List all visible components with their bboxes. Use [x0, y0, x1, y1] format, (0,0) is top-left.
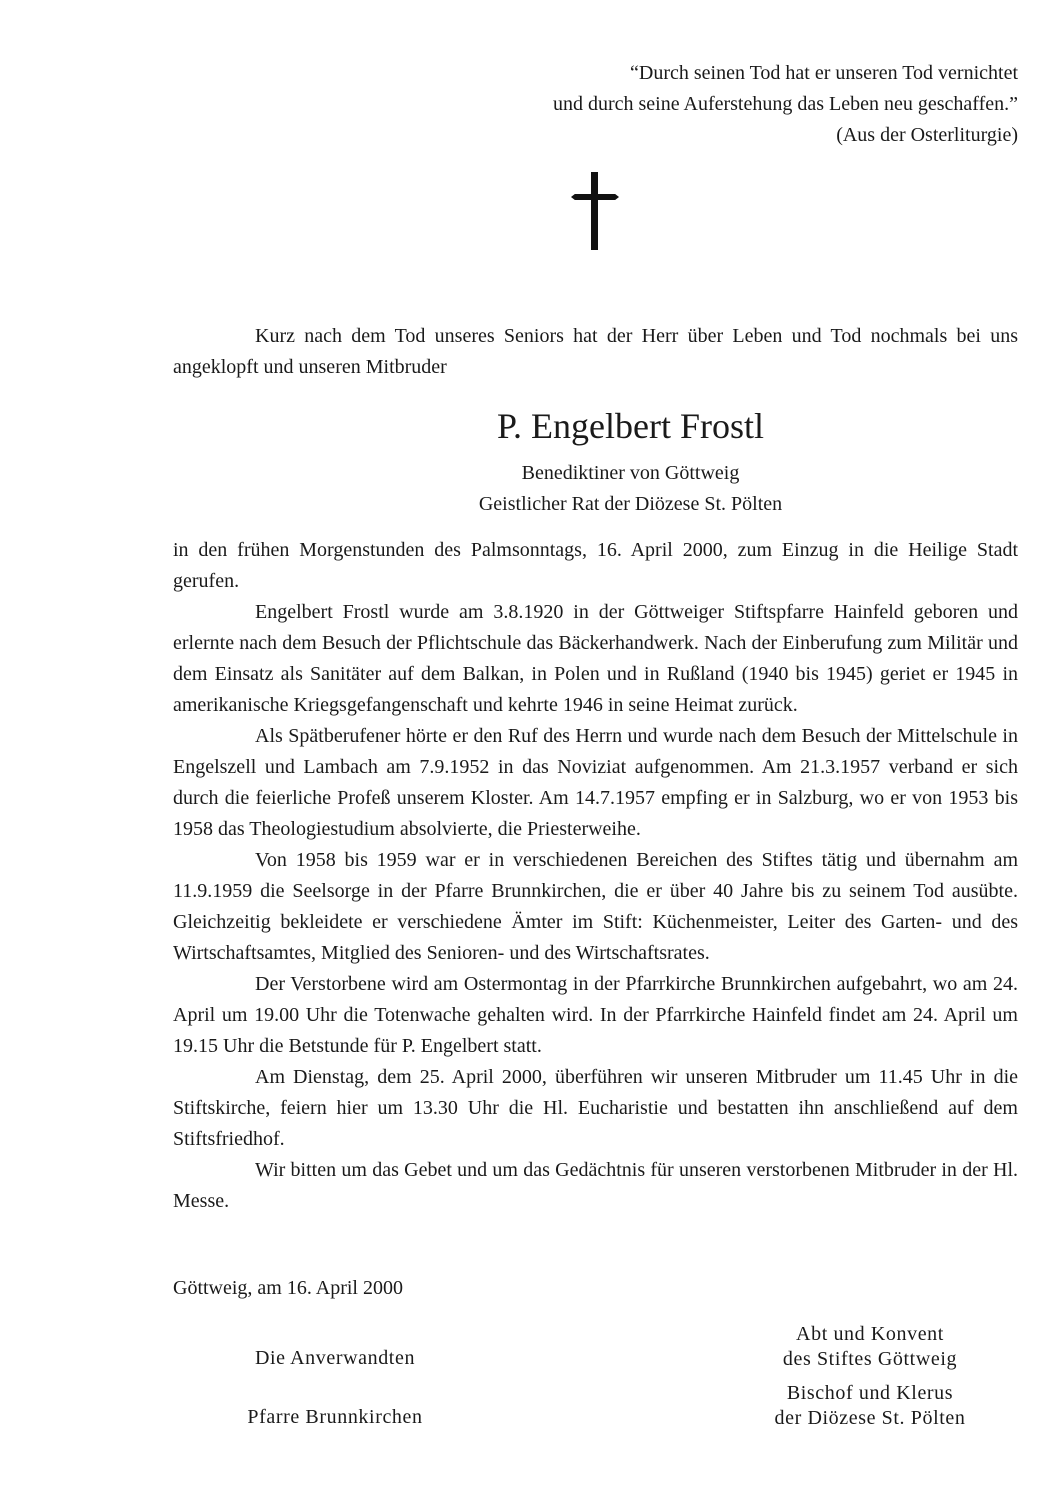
- signature-abbey-line-2: des Stiftes Göttweig: [782, 1348, 958, 1370]
- paragraph: in den frühen Morgenstunden des Palmsonntags, 16. April 2000, zum Einzug in die Heilige Stadt gerufen.: [173, 539, 1018, 592]
- deceased-titles: [173, 458, 1018, 520]
- signature-abbey: [740, 1322, 1000, 1372]
- deceased-name: P. Engelbert Frostl: [497, 406, 764, 446]
- paragraph: Engelbert Frostl wurde am 3.8.1920 in der Göttweiger Stiftspfarre Hainfeld geboren und erlernte nach dem Besuch der Pflichtschule das Bäckerhandwerk. Nach der Einberufung zum Militär und dem Einsatz als Sanitäter auf dem Balkan, in Polen und in Rußland (1940 bis 1945) geriet er 1945 in amerikanische Kriegsgefangenschaft und kehrte 1946 in seine Heimat zurück.: [173, 601, 1018, 716]
- paragraph: Wir bitten um das Gebet und um das Gedächtnis für unseren verstorbenen Mitbruder in der Hl. Messe.: [173, 1159, 1018, 1212]
- epigraph: [458, 58, 1018, 151]
- cross-icon: [571, 172, 619, 250]
- epigraph-source: (Aus der Osterliturgie): [836, 124, 1018, 146]
- main-text: [173, 535, 1018, 1217]
- signature-diocese-line-1: Bischof und Klerus: [786, 1382, 954, 1404]
- signature-diocese-line-2: der Diözese St. Pölten: [774, 1407, 966, 1429]
- signature-diocese: [740, 1381, 1000, 1431]
- deceased-title-1: Benediktiner von Göttweig: [521, 462, 740, 484]
- paragraph: Am Dienstag, dem 25. April 2000, überführen wir unseren Mitbruder um 11.45 Uhr in die Stiftskirche, feiern hier um 13.30 Uhr die Hl. Eucharistie und bestatten ihn anschließend auf dem Stiftsfriedhof.: [173, 1066, 1018, 1150]
- deceased-title-2: Geistlicher Rat der Diözese St. Pölten: [478, 493, 783, 515]
- signature-parish: Pfarre Brunnkirchen: [247, 1406, 423, 1428]
- epigraph-line-2: und durch seine Auferstehung das Leben neu geschaffen.”: [552, 93, 1018, 115]
- place-date: Göttweig, am 16. April 2000: [173, 1277, 403, 1299]
- intro-paragraph: Kurz nach dem Tod unseres Seniors hat der Herr über Leben und Tod nochmals bei uns angeklopft und unseren Mitbruder: [173, 325, 1018, 378]
- signature-relatives: Die Anverwandten: [254, 1347, 416, 1369]
- epigraph-line-1: “Durch seinen Tod hat er unseren Tod vernichtet: [630, 62, 1018, 84]
- signature-abbey-line-1: Abt und Konvent: [796, 1323, 944, 1345]
- paragraph: Der Verstorbene wird am Ostermontag in der Pfarrkirche Brunnkirchen aufgebahrt, wo am 24. April um 19.00 Uhr die Totenwache gehalten wird. In der Pfarrkirche Hainfeld findet am 24. April um 19.15 Uhr die Betstunde für P. Engelbert statt.: [173, 973, 1018, 1057]
- paragraph: Als Spätberufener hörte er den Ruf des Herrn und wurde nach dem Besuch der Mittelschule in Engelszell und Lambach am 7.9.1952 in das Noviziat aufgenommen. Am 21.3.1957 verband er sich durch die feierliche Profeß unserem Kloster. Am 14.7.1957 empfing er in Salzburg, wo er von 1953 bis 1958 das Theologiestudium absolvierte, die Priesterweihe.: [173, 725, 1018, 840]
- paragraph: Von 1958 bis 1959 war er in verschiedenen Bereichen des Stiftes tätig und übernahm am 11.9.1959 die Seelsorge in der Pfarre Brunnkirchen, die er über 40 Jahre bis zu seinem Tod ausübte. Gleichzeitig bekleidete er verschiedene Ämter im Stift: Küchenmeister, Leiter des Garten- und des Wirtschaftsamtes, Mitglied des Senioren- und des Wirtschaftsrates.: [173, 849, 1018, 964]
